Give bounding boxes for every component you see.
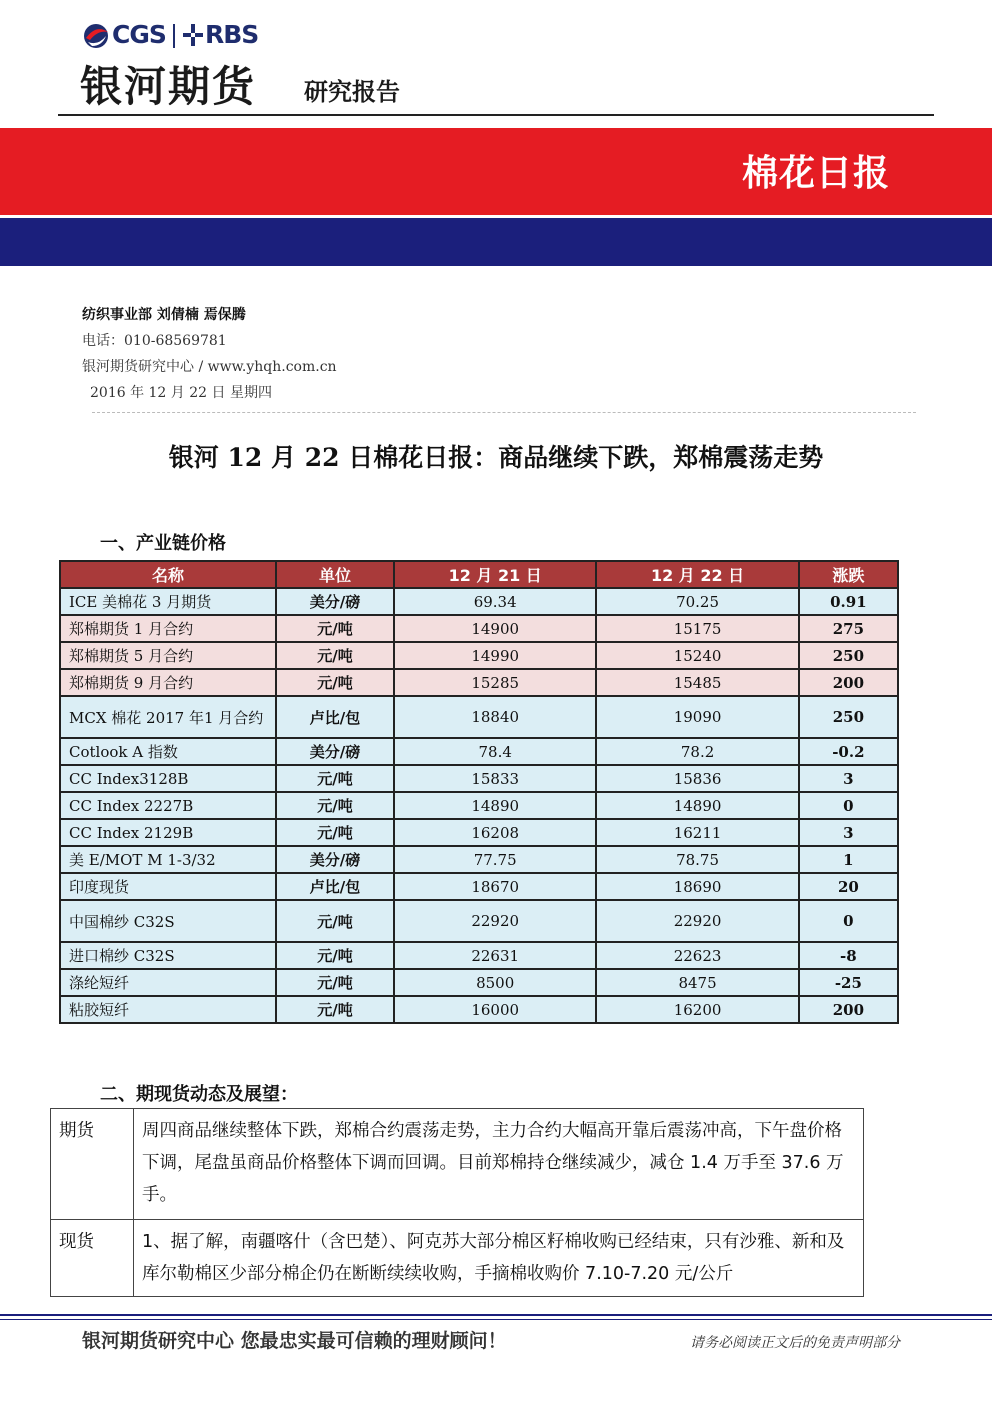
row-dec22: 22623 — [596, 942, 798, 969]
row-dec21: 14900 — [394, 615, 596, 642]
outlook-row-spot — [51, 1220, 864, 1297]
logo-separator — [173, 24, 175, 48]
table-row — [60, 696, 898, 738]
table-row — [60, 765, 898, 792]
report-title: 棉花日报 — [741, 153, 890, 194]
table-row — [60, 846, 898, 873]
outlook-label: 期货 — [51, 1109, 134, 1220]
row-dec22: 78.75 — [596, 846, 798, 873]
price-table — [59, 560, 899, 1024]
authors: 纺织事业部 刘倩楠 焉保腾 — [82, 307, 246, 323]
row-change: 0 — [799, 900, 898, 942]
col-header-dec21: 12 月 21 日 — [394, 561, 596, 588]
row-change: 3 — [799, 819, 898, 846]
row-dec21: 22920 — [394, 900, 596, 942]
cgs-swirl-icon — [80, 20, 112, 52]
table-row — [60, 873, 898, 900]
row-unit: 元/吨 — [276, 819, 394, 846]
footer-rule-thin — [0, 1319, 992, 1320]
outlook-text: 1、据了解，南疆喀什（含巴楚）、阿克苏大部分棉区籽棉收购已经结束，只有沙雅、新和及库尔勒棉区少部分棉企仍在断断续续收购，手摘棉收购价 7.10-7.20 元/公斤 — [134, 1220, 864, 1297]
row-dec21: 78.4 — [394, 738, 596, 765]
logo-cgs: CGS — [112, 20, 166, 49]
row-dec21: 77.75 — [394, 846, 596, 873]
report-kind: 研究报告 — [304, 78, 400, 106]
table-row — [60, 942, 898, 969]
footer-disclaimer-note: 请务必阅读正文后的免责声明部分 — [690, 1335, 900, 1351]
row-dec21: 8500 — [394, 969, 596, 996]
row-name: 粘胶短纤 — [60, 996, 276, 1023]
row-change: 1 — [799, 846, 898, 873]
col-header-name: 名称 — [60, 561, 276, 588]
row-change: 200 — [799, 996, 898, 1023]
row-dec21: 16208 — [394, 819, 596, 846]
rbs-daisy-icon — [183, 24, 203, 46]
row-dec22: 18690 — [596, 873, 798, 900]
row-name: CC Index 2227B — [60, 792, 276, 819]
row-unit: 元/吨 — [276, 792, 394, 819]
table-row — [60, 969, 898, 996]
row-unit: 卢比/包 — [276, 696, 394, 738]
row-dec22: 16200 — [596, 996, 798, 1023]
row-dec21: 69.34 — [394, 588, 596, 615]
row-change: 0 — [799, 792, 898, 819]
dashed-divider — [92, 412, 916, 413]
row-dec22: 22920 — [596, 900, 798, 942]
row-unit: 美分/磅 — [276, 846, 394, 873]
row-dec22: 8475 — [596, 969, 798, 996]
row-dec21: 18670 — [394, 873, 596, 900]
row-unit: 元/吨 — [276, 765, 394, 792]
row-name: 印度现货 — [60, 873, 276, 900]
row-change: 250 — [799, 642, 898, 669]
row-dec21: 14990 — [394, 642, 596, 669]
section-title-outlook: 二、期现货动态及展望： — [100, 1084, 298, 1105]
row-name: 美 E/MOT M 1-3/32 — [60, 846, 276, 873]
row-dec21: 18840 — [394, 696, 596, 738]
row-dec22: 15175 — [596, 615, 798, 642]
row-change: 3 — [799, 765, 898, 792]
footer-rule — [0, 1314, 992, 1316]
row-unit: 美分/磅 — [276, 738, 394, 765]
row-name: 涤纶短纤 — [60, 969, 276, 996]
outlook-text: 周四商品继续整体下跌，郑棉合约震荡走势，主力合约大幅高开靠后震荡冲高，下午盘价格下调，尾盘虽商品价格整体下调而回调。目前郑棉持仓继续减少，减仓 1.4 万手至 37.6 万手。 — [134, 1109, 864, 1220]
table-row — [60, 819, 898, 846]
row-dec21: 14890 — [394, 792, 596, 819]
row-dec22: 14890 — [596, 792, 798, 819]
row-change: 200 — [799, 669, 898, 696]
row-change: 275 — [799, 615, 898, 642]
row-unit: 元/吨 — [276, 615, 394, 642]
header-divider — [58, 114, 934, 116]
row-dec22: 15240 — [596, 642, 798, 669]
website: 银河期货研究中心 / www.yhqh.com.cn — [82, 359, 337, 375]
table-row — [60, 996, 898, 1023]
row-dec22: 15485 — [596, 669, 798, 696]
row-name: Cotlook A 指数 — [60, 738, 276, 765]
table-row — [60, 900, 898, 942]
footer-slogan: 银河期货研究中心 您最忠实最可信赖的理财顾问！ — [82, 1330, 507, 1352]
table-row — [60, 792, 898, 819]
row-unit: 元/吨 — [276, 942, 394, 969]
col-header-change: 涨跌 — [799, 561, 898, 588]
row-name: CC Index3128B — [60, 765, 276, 792]
row-name: 郑棉期货 9 月合约 — [60, 669, 276, 696]
table-row — [60, 615, 898, 642]
phone: 电话：010-68569781 — [82, 333, 227, 349]
row-unit: 元/吨 — [276, 669, 394, 696]
row-name: 郑棉期货 5 月合约 — [60, 642, 276, 669]
row-name: 郑棉期货 1 月合约 — [60, 615, 276, 642]
row-dec22: 16211 — [596, 819, 798, 846]
row-dec22: 70.25 — [596, 588, 798, 615]
row-dec22: 78.2 — [596, 738, 798, 765]
row-dec22: 19090 — [596, 696, 798, 738]
row-change: 250 — [799, 696, 898, 738]
row-dec21: 15833 — [394, 765, 596, 792]
row-change: -0.2 — [799, 738, 898, 765]
outlook-label: 现货 — [51, 1220, 134, 1297]
row-dec22: 15836 — [596, 765, 798, 792]
section-title-prices: 一、产业链价格 — [100, 533, 226, 554]
row-unit: 元/吨 — [276, 642, 394, 669]
row-name: CC Index 2129B — [60, 819, 276, 846]
row-unit: 元/吨 — [276, 969, 394, 996]
col-header-unit: 单位 — [276, 561, 394, 588]
table-row — [60, 738, 898, 765]
row-name: ICE 美棉花 3 月期货 — [60, 588, 276, 615]
row-dec21: 15285 — [394, 669, 596, 696]
table-row — [60, 642, 898, 669]
row-name: MCX 棉花 2017 年1 月合约 — [60, 696, 276, 738]
row-name: 中国棉纱 C32S — [60, 900, 276, 942]
logo-rbs: RBS — [205, 20, 259, 49]
row-unit: 卢比/包 — [276, 873, 394, 900]
table-row — [60, 669, 898, 696]
report-date: 2016 年 12 月 22 日 星期四 — [90, 385, 272, 401]
row-change: 0.91 — [799, 588, 898, 615]
row-change: -25 — [799, 969, 898, 996]
outlook-table — [50, 1108, 864, 1297]
table-row — [60, 588, 898, 615]
row-change: 20 — [799, 873, 898, 900]
headline: 银河 12 月 22 日棉花日报：商品继续下跌，郑棉震荡走势 — [168, 443, 824, 472]
row-unit: 美分/磅 — [276, 588, 394, 615]
row-name: 进口棉纱 C32S — [60, 942, 276, 969]
brand-name: 银河期货 — [80, 62, 257, 111]
row-dec21: 16000 — [394, 996, 596, 1023]
row-unit: 元/吨 — [276, 900, 394, 942]
row-dec21: 22631 — [394, 942, 596, 969]
navy-band — [0, 218, 992, 266]
row-change: -8 — [799, 942, 898, 969]
col-header-dec22: 12 月 22 日 — [596, 561, 798, 588]
row-unit: 元/吨 — [276, 996, 394, 1023]
outlook-row-futures — [51, 1109, 864, 1220]
